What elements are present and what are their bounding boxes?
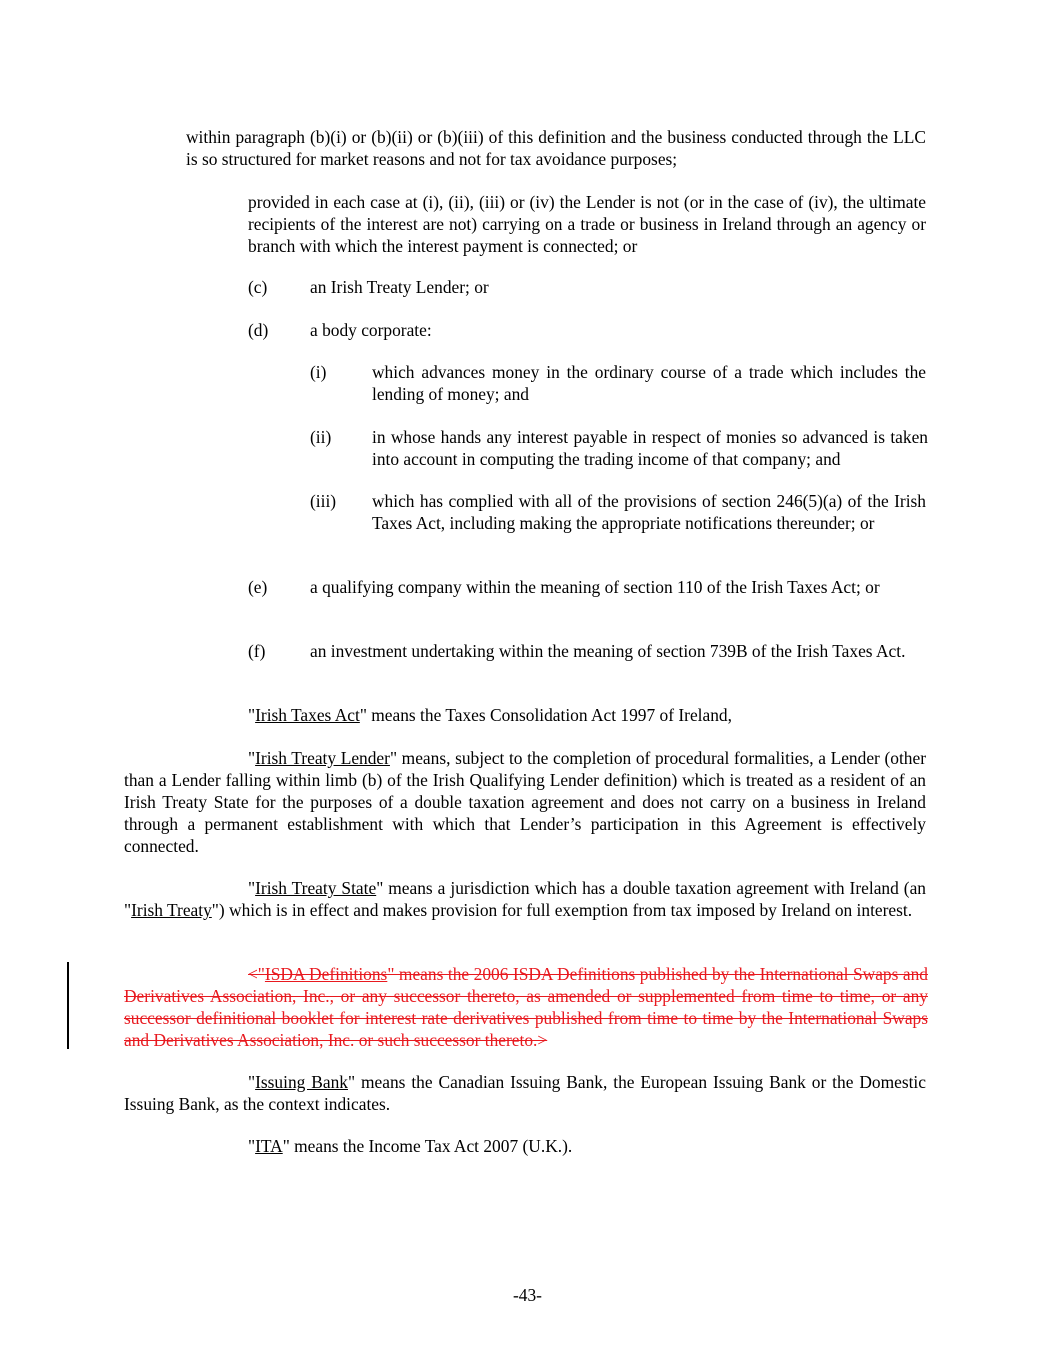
defined-term: ISDA Definitions: [264, 964, 388, 984]
list-label: (i): [310, 362, 327, 382]
paragraph-b-tail: within paragraph (b)(i) or (b)(ii) or (b)(iii) of this definition and the business conducted through the LLC is so structured for market reasons and not for tax avoidance purposes;: [186, 127, 926, 169]
list-text: in whose hands any interest payable in respect of monies so advanced is taken into account in computing the trading income of that company; and: [372, 427, 928, 469]
quote: ": [248, 748, 256, 768]
revision-change-bar: [67, 962, 69, 1049]
defined-term: Irish Taxes Act: [255, 705, 360, 725]
definition-text: " means a jurisdiction which has a double taxation agreement with Ireland (an ": [124, 878, 926, 920]
quote: <": [248, 964, 265, 984]
definition-text: " means the Taxes Consolidation Act 1997 of Ireland,: [359, 705, 732, 725]
definition-issuing-bank: [124, 1071, 926, 1115]
definition-text: ") which is in effect and makes provision for full exemption from tax imposed by Ireland on interest.: [211, 900, 913, 920]
definition-text: " means the 2006 ISDA Definitions published by the International Swaps and Derivatives Association, Inc., or any successor thereto, as amended or supplemented from time to time, or any successor definitional booklet for interest rate derivatives published from time to time by the International Swaps and Derivatives Association, Inc. or such successor thereto.>: [124, 964, 928, 1050]
list-label: (ii): [310, 427, 332, 447]
definition-text: " means the Canadian Issuing Bank, the European Issuing Bank or the Domestic Issuing Bank, as the context indicates.: [124, 1072, 926, 1114]
quote: ": [248, 1072, 256, 1092]
list-label: (d): [248, 320, 269, 340]
page-number: -43-: [513, 1285, 542, 1305]
list-label: (iii): [310, 491, 337, 511]
definition-irish-taxes-act: [248, 704, 926, 726]
definition-irish-treaty-lender: [124, 747, 926, 857]
quote: ": [248, 705, 256, 725]
list-text: a body corporate:: [310, 320, 432, 340]
defined-term: Irish Treaty: [131, 900, 212, 920]
defined-term: Irish Treaty State: [255, 878, 377, 898]
list-text: an Irish Treaty Lender; or: [310, 277, 489, 297]
defined-term: Irish Treaty Lender: [255, 748, 390, 768]
definition-irish-treaty-state: [124, 877, 926, 921]
list-text: a qualifying company within the meaning of section 110 of the Irish Taxes Act; or: [310, 577, 880, 597]
list-label: (e): [248, 577, 268, 597]
defined-term: Issuing Bank: [255, 1072, 348, 1092]
list-text: an investment undertaking within the meaning of section 739B of the Irish Taxes Act.: [310, 641, 906, 661]
list-text: which advances money in the ordinary course of a trade which includes the lending of money; and: [372, 362, 926, 404]
list-label: (f): [248, 641, 266, 661]
quote: ": [248, 1136, 256, 1156]
definition-text: " means the Income Tax Act 2007 (U.K.).: [282, 1136, 573, 1156]
defined-term: ITA: [255, 1136, 283, 1156]
definition-text: " means, subject to the completion of procedural formalities, a Lender (other than a Lender falling within limb (b) of the Irish Qualifying Lender definition) which is treated as a resident of an Irish Treaty State for the purposes of a double taxation agreement and does not carry on a business in Ireland through a permanent establishment with which that Lender’s participation in this Agreement is effectively connected.: [124, 748, 926, 856]
list-text: which has complied with all of the provisions of section 246(5)(a) of the Irish Taxes Act, including making the appropriate notifications thereunder; or: [372, 491, 926, 533]
list-label: (c): [248, 277, 268, 297]
definition-ita: [248, 1135, 926, 1157]
definition-isda-deleted: [124, 963, 928, 1051]
proviso-paragraph: provided in each case at (i), (ii), (iii) or (iv) the Lender is not (or in the case of (iv), the ultimate recipients of the interest are not) carrying on a trade or business in Ireland through an agency or branch with which the interest payment is connected; or: [248, 192, 926, 256]
quote: ": [248, 878, 256, 898]
